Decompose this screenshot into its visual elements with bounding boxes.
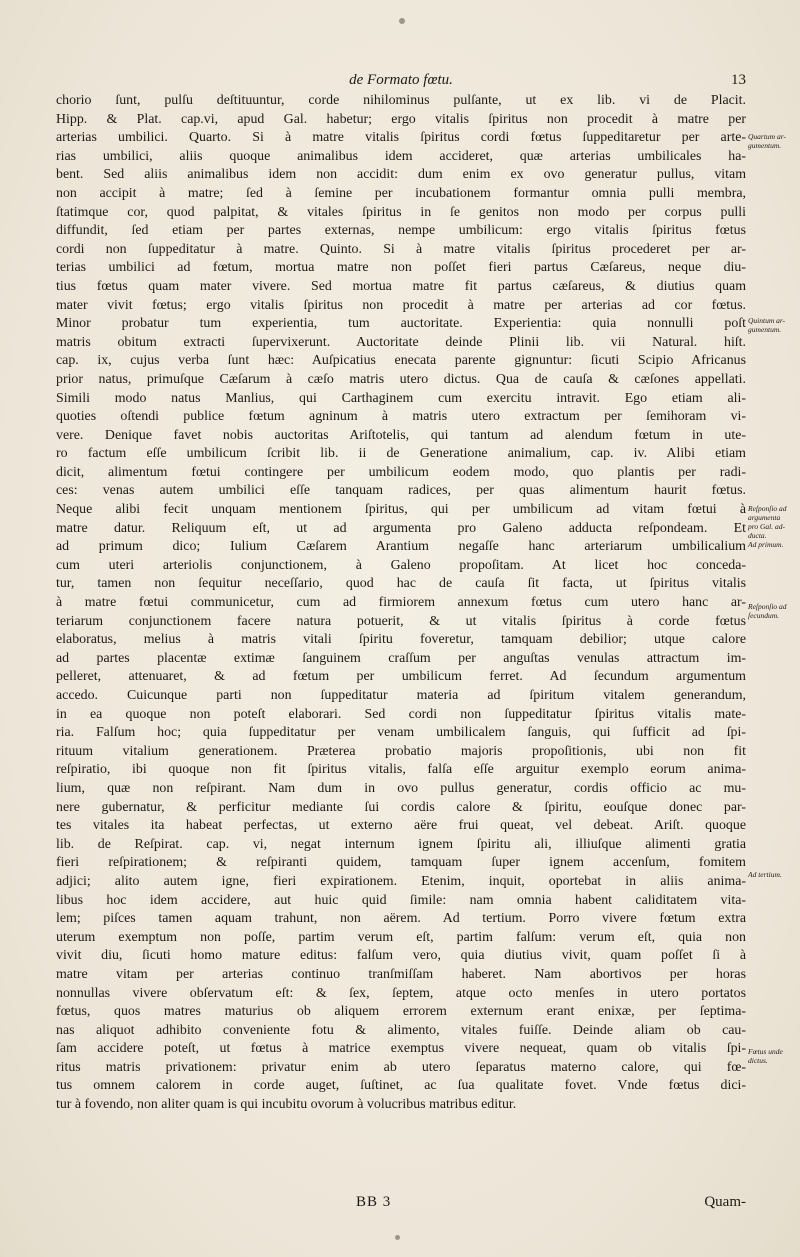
text-line: vere. Denique favet nobis auctoritas Ariſtotelis, qui tantum ad alendum fœtum in ute- <box>56 427 746 443</box>
text-line: mater vivit fœtus; ergo vitalis ſpiritus non procedit à matre per arterias ad cor fœtus. <box>56 297 746 313</box>
text-line: lem; piſces tamen aquam trahunt, non aërem. Ad tertium. Porro vivere fœtum extra <box>56 911 746 927</box>
text-line: non accipit à matre; ſed à ſemine per incubationem formantur omnia pulli membra, <box>56 185 746 201</box>
text-line: dicit, alimentum fœtui contingere per umbilicum eodem modo, quo plantis per radi- <box>56 464 746 480</box>
margin-note: Quartum ar- gumentum. <box>748 132 786 150</box>
margin-note: Reſponſio ad argumenta pro Gal. ad- ducta. Ad primum. <box>748 504 787 549</box>
text-line: Neque alibi fecit unquam mentionem ſpiritus, qui per umbilicum ad vitam fœtui à <box>56 502 746 518</box>
text-line: prior natus, primuſque Cæſarum à cæſo matris utero dictus. Qua de cauſa & cæſones appellati. <box>56 371 746 387</box>
text-line: fœtus, quos matres maturius ob aliquem errorem externum erant enixæ, per ſeptima- <box>56 1004 746 1020</box>
signature-mark: BB 3 <box>356 1194 392 1210</box>
text-line: ad partes placentæ extimæ ſanguinem craſſum per anguſtas venulas attractum im- <box>56 650 746 666</box>
text-line: nere gubernatur, & perficitur mediante ſui cordis calore & ſpiritu, eouſque donec par- <box>56 799 746 815</box>
text-line: ſam accidere poteſt, ut fœtus à matrice exemptus vivere nequeat, quam ob vitalis ſpi- <box>56 1041 746 1057</box>
margin-note: Quintum ar- gumentum. <box>748 316 786 334</box>
text-line: cum uteri arteriolis conjunctionem, à Galeno propoſitam. At licet hoc conceda- <box>56 557 746 573</box>
text-line: rias umbilici, aliis quoque animalibus idem accideret, quæ arterias umbilicales ha- <box>56 148 746 164</box>
text-line: ad primum dico; Iulium Cæſarem Arantium negaſſe hanc arteriarum umbilicalium <box>56 539 746 555</box>
margin-note: Ad tertium. <box>748 870 782 879</box>
text-line: ria. Falſum hoc; quia ſuppeditatur per venam umbilicalem ſanguis, qui ſufficit ad ſpi- <box>56 725 746 741</box>
text-line: ro factum eſſe umbilicum ſcribit lib. ii de Generatione animalium, cap. iv. Alibi etiam <box>56 446 746 462</box>
text-line: pelleret, attenuaret, & ad fœtum per umbilicum ferret. Ad ſecundum argumentum <box>56 669 746 685</box>
text-line: tur, tamen non ſequitur neceſſario, quod hac de cauſa ſit facta, ut ſpiritus vitalis <box>56 576 746 592</box>
body-text <box>56 92 746 1115</box>
margin-note: Fœtus unde dictus. <box>748 1047 783 1065</box>
catchword: Quam- <box>704 1194 746 1210</box>
text-line: matris obitum extracti ſupervixerunt. Auctoritate deinde Plinii lib. vii Natural. hiſt. <box>56 334 746 350</box>
text-line: reſpiratio, ibi quoque non fit ſpiritus vitalis, falſa eſſe arguitur exemplo eorum anima- <box>56 762 746 778</box>
text-line: uterum exemptum non poſſe, partim verum eſt, partim falſum: verum eſt, quia non <box>56 929 746 945</box>
text-line: in ea quoque non poteſt elaborari. Sed cordi non ſuppeditatur ſpiritus vitalis mate- <box>56 706 746 722</box>
page-footer <box>56 1194 746 1214</box>
text-line: Hipp. & Plat. cap.vi, apud Gal. habetur; ergo vitalis ſpiritus non procedit à matre per <box>56 111 746 127</box>
page-header <box>56 72 746 92</box>
text-line: tur à fovendo, non aliter quam is qui incubitu ovorum à volucribus matribus editur. <box>56 1097 517 1113</box>
text-line: elaboratus, melius à matris vitali ſpiritu foveretur, tamquam debilior; utque calore <box>56 632 746 648</box>
ink-speck <box>395 1235 400 1240</box>
text-line: lium, quæ non reſpirant. Nam dum in ovo pullus generatur, cordis officio ac mu- <box>56 780 746 796</box>
text-line: ces: venas autem umbilici eſſe tanquam radices, per quas alimentum haurit fœtus. <box>56 483 746 499</box>
text-line: vivit diu, ſicuti homo mature editus: falſum vero, quia diutius vivit, quam poſſet ſi à <box>56 948 746 964</box>
text-line: libus hoc idem accidere, aut huic quid ſimile: nam omnia habent caliditatem vita- <box>56 892 746 908</box>
text-line: nonnullas vivere obſervatum eſt: & ſex, ſeptem, atque octo menſes in utero portatos <box>56 985 746 1001</box>
text-line: fieri reſpirationem; & reſpiranti quidem, tamquam ſuper ignem accenſum, fomitem <box>56 855 746 871</box>
text-line: teriarum conjunctionem facere natura potuerit, & ut vitalis ſpiritus à corde fœtus <box>56 613 746 629</box>
text-line: accedo. Cuicunque parti non ſuppeditatur materia ad ſpiritum vitalem generandum, <box>56 688 746 703</box>
text-line: rituum vitalium generationem. Præterea probatio majoris propoſitionis, ubi non fit <box>56 743 746 759</box>
text-line: tes vitales ita habeat perfectas, ut externo aëre frui queat, vel debeat. Ariſt. quoque <box>56 818 746 834</box>
text-line: matre vitam per arterias continuo tranſmiſſam haberet. Nam abortivos per horas <box>56 966 746 982</box>
text-line: cap. ix, cujus verba ſunt hæc: Auſpicatius enecata parente gignuntur: ſicuti Scipio Africanus <box>56 353 746 369</box>
text-line: arterias umbilici. Quarto. Si à matre vitalis ſpiritus cordi fœtus ſuppeditaretur per arte- <box>56 130 746 146</box>
text-line: quoties oſtendi publice fœtum agninum à matris utero extractum per ſemihoram vi- <box>56 409 746 425</box>
text-line: tius fœtus quam mater vivere. Sed mortua matre fit partus cæſareus, & diutius quam <box>56 278 746 294</box>
running-title: de Formato fœtu. <box>349 72 453 88</box>
margin-note: Reſponſio ad ſecundum. <box>748 602 787 620</box>
text-line: bent. Sed aliis animalibus idem non accidit: dum enim ex ovo generatur pullus, vitam <box>56 167 746 183</box>
text-line: cordi non ſuppeditatur à matre. Quinto. Si à matre vitalis ſpiritus procederet per ar- <box>56 241 746 257</box>
text-line: ſtatimque cor, quod palpitat, & vitales ſpiritus in ſe genitos non modo per corpus pulli <box>56 204 746 220</box>
text-line: adjici; alito autem igne, fieri expirationem. Etenim, inquit, oportebat in aliis anima- <box>56 873 746 889</box>
text-line: nas aliquot adhibito conveniente fotu & alimento, vitales fuiſſe. Deinde aliam ob cau- <box>56 1022 746 1038</box>
page-number: 13 <box>731 72 746 88</box>
text-line: diffundit, ſed etiam per partes externas, nempe umbilicum: ergo vitalis ſpiritus fœtus <box>56 223 746 239</box>
text-line: à matre fœtui communicetur, cum ad firmiorem annexum fœtus cum utero hanc ar- <box>56 595 746 611</box>
text-line: matre datur. Reliquum eſt, ut ad argumenta pro Galeno adducta reſpondeam. Et <box>56 520 746 536</box>
text-line: chorio ſunt, pulſu deſtituuntur, corde nihilominus pulſante, ut ex lib. vi de Placit. <box>56 93 746 108</box>
ink-speck <box>399 18 405 24</box>
text-line: ritus matris privationem: privatur enim ab utero ſeparatus materno calore, qui fœ- <box>56 1059 746 1075</box>
text-line: Simili modo natus Manlius, qui Carthaginem cum exercitu intravit. Ego etiam ali- <box>56 390 746 406</box>
text-line: tus omnem calorem in corde auget, ſuſtinet, ac ſua qualitate fovet. Vnde fœtus dici- <box>56 1078 746 1094</box>
text-line: Minor probatur tum experientia, tum auctoritate. Experientia: quia nonnulli poſt <box>56 316 746 332</box>
text-line: terias umbilici ad fœtum, mortua matre non poſſet fieri partus Cæſareus, neque diu- <box>56 260 746 276</box>
text-line: lib. de Reſpirat. cap. vi, negat internum ignem ſpiritu ali, illiuſque alimenti gratia <box>56 836 746 852</box>
